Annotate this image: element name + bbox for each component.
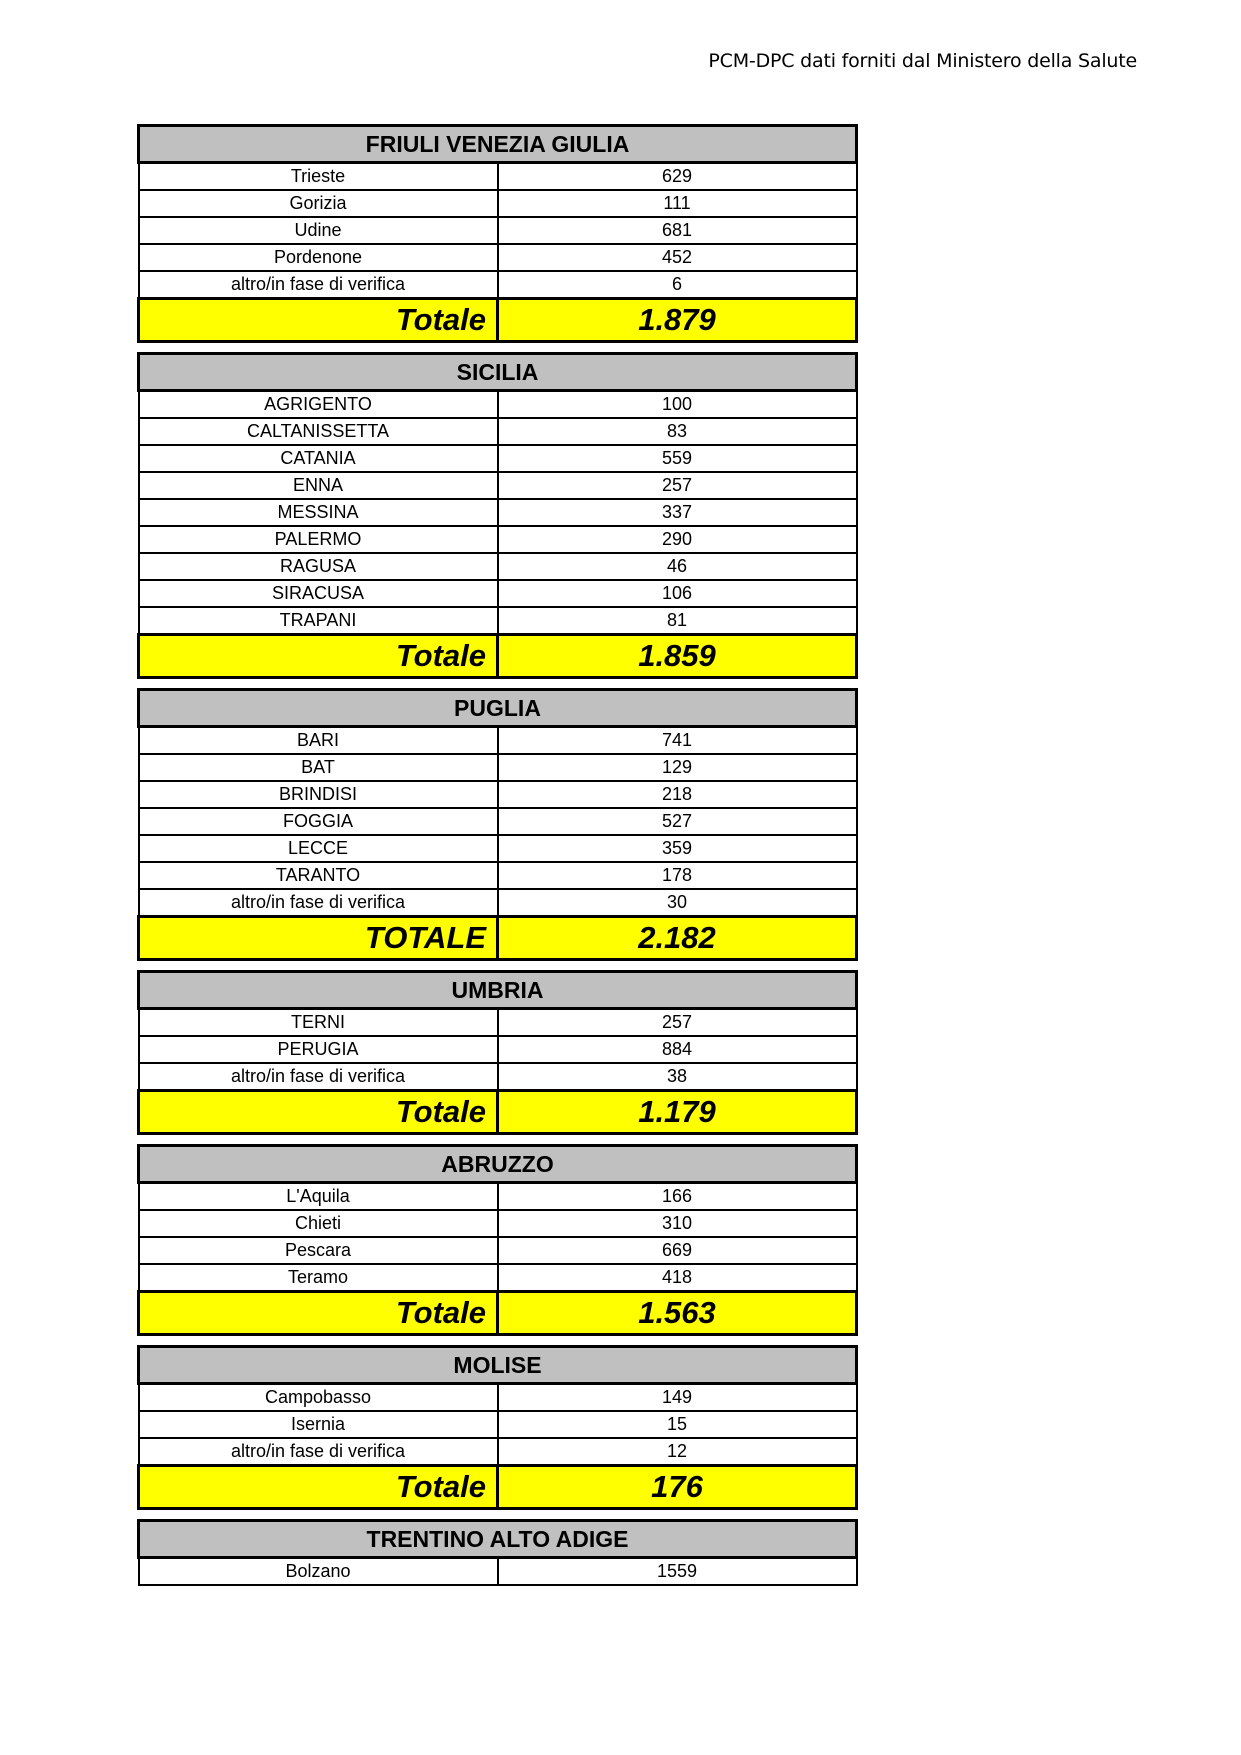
case-count: 669 — [498, 1237, 857, 1264]
region-table-grid — [137, 1345, 858, 1510]
table-row — [139, 781, 857, 808]
region-table — [137, 1345, 858, 1510]
province-name: SIRACUSA — [139, 580, 498, 607]
total-row — [139, 917, 857, 960]
table-row — [139, 499, 857, 526]
region-table-grid — [137, 352, 858, 679]
province-name: LECCE — [139, 835, 498, 862]
region-table-grid — [137, 1519, 858, 1586]
province-name: altro/in fase di verifica — [139, 1438, 498, 1466]
total-label: TOTALE — [139, 917, 498, 960]
table-row — [139, 1183, 857, 1211]
total-value: 2.182 — [498, 917, 857, 960]
province-name: AGRIGENTO — [139, 391, 498, 419]
total-label: Totale — [139, 1292, 498, 1335]
region-table — [137, 124, 858, 343]
province-name: MESSINA — [139, 499, 498, 526]
region-table — [137, 1519, 858, 1586]
table-row — [139, 1237, 857, 1264]
case-count: 6 — [498, 271, 857, 299]
province-name: PALERMO — [139, 526, 498, 553]
region-table — [137, 352, 858, 679]
region-header-row — [139, 1521, 857, 1558]
province-name: BRINDISI — [139, 781, 498, 808]
table-row — [139, 727, 857, 755]
table-row — [139, 1210, 857, 1237]
province-name: Pescara — [139, 1237, 498, 1264]
case-count: 257 — [498, 1009, 857, 1037]
table-row — [139, 835, 857, 862]
province-name: altro/in fase di verifica — [139, 1063, 498, 1091]
total-label: Totale — [139, 299, 498, 342]
region-name: MOLISE — [139, 1347, 857, 1384]
case-count: 310 — [498, 1210, 857, 1237]
case-count: 359 — [498, 835, 857, 862]
table-row — [139, 553, 857, 580]
case-count: 681 — [498, 217, 857, 244]
case-count: 337 — [498, 499, 857, 526]
region-header-row — [139, 354, 857, 391]
table-row — [139, 607, 857, 635]
province-name: CATANIA — [139, 445, 498, 472]
case-count: 111 — [498, 190, 857, 217]
province-name: Pordenone — [139, 244, 498, 271]
province-name: FOGGIA — [139, 808, 498, 835]
province-name: TARANTO — [139, 862, 498, 889]
total-label: Totale — [139, 1091, 498, 1134]
table-row — [139, 526, 857, 553]
case-count: 15 — [498, 1411, 857, 1438]
province-name: Udine — [139, 217, 498, 244]
case-count: 100 — [498, 391, 857, 419]
total-label: Totale — [139, 635, 498, 678]
region-header-row — [139, 126, 857, 163]
table-row — [139, 391, 857, 419]
region-table-grid — [137, 1144, 858, 1336]
case-count: 741 — [498, 727, 857, 755]
case-count: 257 — [498, 472, 857, 499]
source-note: PCM-DPC dati forniti dal Ministero della Salute — [708, 50, 1137, 72]
province-name: PERUGIA — [139, 1036, 498, 1063]
region-name: SICILIA — [139, 354, 857, 391]
total-value: 176 — [498, 1466, 857, 1509]
table-row — [139, 244, 857, 271]
case-count: 884 — [498, 1036, 857, 1063]
total-value: 1.179 — [498, 1091, 857, 1134]
table-row — [139, 271, 857, 299]
province-name: Bolzano — [139, 1558, 498, 1586]
case-count: 166 — [498, 1183, 857, 1211]
total-row — [139, 1466, 857, 1509]
region-table-grid — [137, 970, 858, 1135]
table-row — [139, 418, 857, 445]
province-name: Gorizia — [139, 190, 498, 217]
region-tables — [137, 124, 858, 1595]
case-count: 1559 — [498, 1558, 857, 1586]
region-header-row — [139, 1146, 857, 1183]
region-name: FRIULI VENEZIA GIULIA — [139, 126, 857, 163]
region-table — [137, 970, 858, 1135]
table-row — [139, 163, 857, 191]
region-name: ABRUZZO — [139, 1146, 857, 1183]
case-count: 149 — [498, 1384, 857, 1412]
table-row — [139, 1384, 857, 1412]
region-name: UMBRIA — [139, 972, 857, 1009]
total-row — [139, 1292, 857, 1335]
case-count: 527 — [498, 808, 857, 835]
province-name: RAGUSA — [139, 553, 498, 580]
region-table — [137, 688, 858, 961]
table-row — [139, 862, 857, 889]
province-name: BAT — [139, 754, 498, 781]
table-row — [139, 889, 857, 917]
total-label: Totale — [139, 1466, 498, 1509]
table-row — [139, 217, 857, 244]
case-count: 12 — [498, 1438, 857, 1466]
table-row — [139, 580, 857, 607]
case-count: 452 — [498, 244, 857, 271]
province-name: BARI — [139, 727, 498, 755]
table-row — [139, 1264, 857, 1292]
table-row — [139, 754, 857, 781]
region-table — [137, 1144, 858, 1336]
case-count: 178 — [498, 862, 857, 889]
province-name: Campobasso — [139, 1384, 498, 1412]
case-count: 81 — [498, 607, 857, 635]
case-count: 129 — [498, 754, 857, 781]
province-name: Trieste — [139, 163, 498, 191]
table-row — [139, 1036, 857, 1063]
province-name: altro/in fase di verifica — [139, 271, 498, 299]
table-row — [139, 445, 857, 472]
table-row — [139, 1438, 857, 1466]
case-count: 218 — [498, 781, 857, 808]
case-count: 83 — [498, 418, 857, 445]
table-row — [139, 472, 857, 499]
case-count: 290 — [498, 526, 857, 553]
table-row — [139, 1411, 857, 1438]
region-header-row — [139, 1347, 857, 1384]
total-row — [139, 1091, 857, 1134]
case-count: 559 — [498, 445, 857, 472]
table-row — [139, 190, 857, 217]
table-row — [139, 1558, 857, 1586]
case-count: 418 — [498, 1264, 857, 1292]
province-name: ENNA — [139, 472, 498, 499]
total-row — [139, 635, 857, 678]
total-value: 1.879 — [498, 299, 857, 342]
province-name: TRAPANI — [139, 607, 498, 635]
case-count: 629 — [498, 163, 857, 191]
province-name: altro/in fase di verifica — [139, 889, 498, 917]
region-header-row — [139, 972, 857, 1009]
region-header-row — [139, 690, 857, 727]
total-value: 1.563 — [498, 1292, 857, 1335]
total-value: 1.859 — [498, 635, 857, 678]
case-count: 106 — [498, 580, 857, 607]
table-row — [139, 1009, 857, 1037]
table-row — [139, 1063, 857, 1091]
province-name: Isernia — [139, 1411, 498, 1438]
province-name: L'Aquila — [139, 1183, 498, 1211]
case-count: 38 — [498, 1063, 857, 1091]
total-row — [139, 299, 857, 342]
table-row — [139, 808, 857, 835]
case-count: 30 — [498, 889, 857, 917]
case-count: 46 — [498, 553, 857, 580]
region-name: PUGLIA — [139, 690, 857, 727]
province-name: Chieti — [139, 1210, 498, 1237]
province-name: CALTANISSETTA — [139, 418, 498, 445]
region-table-grid — [137, 124, 858, 343]
region-name: TRENTINO ALTO ADIGE — [139, 1521, 857, 1558]
province-name: Teramo — [139, 1264, 498, 1292]
region-table-grid — [137, 688, 858, 961]
province-name: TERNI — [139, 1009, 498, 1037]
